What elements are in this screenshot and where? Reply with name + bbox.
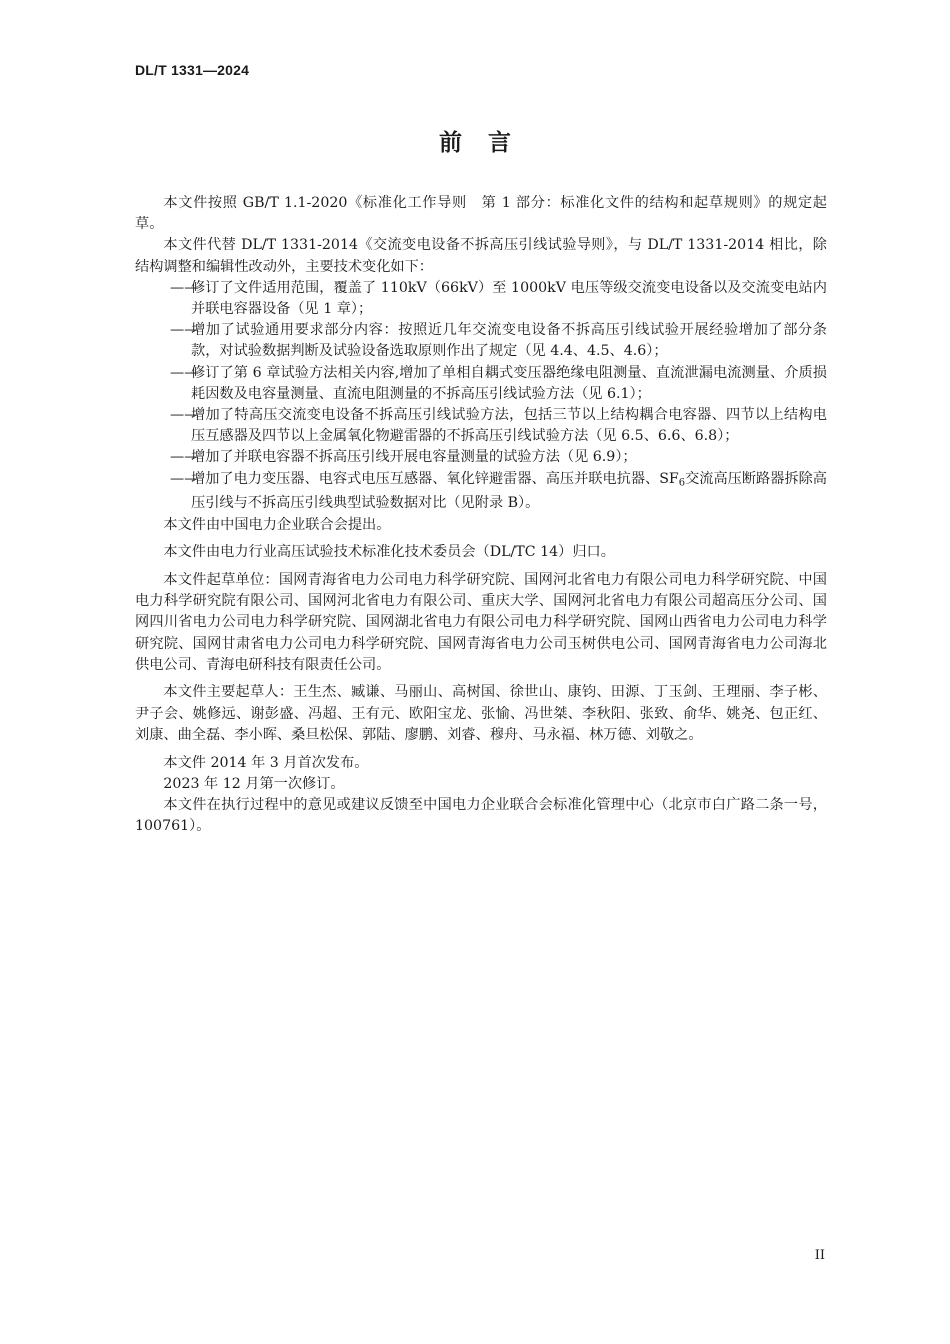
standard-code: DL/T 1331—2024: [135, 62, 250, 78]
change-text: 增加了试验通用要求部分内容：按照近几年交流变电设备不拆高压引线试验开展经验增加了部分条款，对试验数据判断及试验设备选取原则作出了规定（见 4.4、4.5、4.6）；: [191, 322, 827, 360]
change-item: [135, 469, 827, 515]
paragraph-drafters: 本文件主要起草人：王生杰、臧谦、马丽山、高树国、徐世山、康钧、田源、丁玉剑、王理丽、李子彬、尹子会、姚修远、谢彭盛、冯超、王有元、欧阳宝龙、张愉、冯世桀、李秋阳、张致、俞华、姚尧、包正红、刘康、曲全磊、李小晖、桑旦松保、郭陆、廖鹏、刘睿、穆舟、马永福、林万德、刘敬之。: [135, 684, 827, 743]
change-text-pre: 增加了电力变压器、电容式电压互感器、氧化锌避雷器、高压并联电抗器、SF: [191, 470, 679, 487]
page-number: II: [814, 1248, 825, 1263]
change-text: 修订了文件适用范围，覆盖了 110kV（66kV）至 1000kV 电压等级交流变电设备以及交流变电站内并联电容器设备（见 1 章）；: [191, 279, 827, 318]
change-item: [135, 405, 827, 447]
dash-marker: ——: [170, 279, 199, 296]
page-title: 前言: [439, 130, 537, 156]
document-body: [135, 193, 827, 837]
dash-marker: ——: [170, 407, 199, 424]
paragraph-replacement: 本文件代替 DL/T 1331-2014《交流变电设备不拆高压引线试验导则》，与 DL/T 1331-2014 相比，除结构调整和编辑性改动外，主要技术变化如下：: [135, 237, 827, 275]
paragraph-feedback: 本文件在执行过程中的意见或建议反馈至中国电力企业联合会标准化管理中心（北京市白广路二条一号，100761）。: [135, 796, 827, 835]
paragraph-committee: 本文件由电力行业高压试验技术标准化技术委员会（DL/TC 14）归口。: [163, 544, 615, 561]
change-text-post: 交流高压断路器拆除高压引线与不拆高压引线典型试验数据对比（见附录 B）。: [191, 470, 827, 512]
paragraph-drafting-basis: 本文件按照 GB/T 1.1-2020《标准化工作导则 第 1 部分：标准化文件的结构和起草规则》的规定起草。: [135, 195, 827, 233]
change-item: [135, 278, 827, 320]
dash-marker: ——: [170, 322, 199, 339]
change-item: [135, 447, 827, 468]
change-item: [135, 363, 827, 405]
dash-marker: ——: [170, 364, 199, 381]
subscript-6: 6: [678, 477, 686, 489]
paragraph-first-release: 本文件 2014 年 3 月首次发布。: [163, 754, 369, 771]
change-text: 增加了并联电容器不拆高压引线开展电容量测量的试验方法（见 6.9）；: [191, 449, 637, 466]
change-text: 修订了第 6 章试验方法相关内容,增加了单相自耦式变压器绝缘电阻测量、直流泄漏电流测量、介质损耗因数及电容量测量、直流电阻测量的不拆高压引线试验方法（见 6.1）；: [191, 364, 827, 402]
change-item: [135, 320, 827, 362]
dash-marker: ——: [170, 449, 199, 466]
dash-marker: ——: [170, 470, 199, 487]
paragraph-proposer: 本文件由中国电力企业联合会提出。: [163, 516, 391, 533]
change-text: 增加了特高压交流变电设备不拆高压引线试验方法，包括三节以上结构耦合电容器、四节以上结构电压互感器及四节以上金属氧化物避雷器的不拆高压引线试验方法（见 6.5、6.6、6.8）；: [191, 407, 827, 445]
paragraph-drafting-units: 本文件起草单位：国网青海省电力公司电力科学研究院、国网河北省电力有限公司电力科学研究院、中国电力科学研究院有限公司、国网河北省电力有限公司、重庆大学、国网河北省电力有限公司超高压分公司、国网四川省电力公司电力科学研究院、国网湖北省电力有限公司电力科学研究院、国网山西省电力公司电力科学研究院、国网甘肃省电力公司电力科学研究院、国网青海省电力公司玉树供电公司、国网青海省电力公司海北供电公司、青海电研科技有限责任公司。: [135, 571, 827, 673]
paragraph-revision: 2023 年 12 月第一次修订。: [163, 775, 345, 792]
